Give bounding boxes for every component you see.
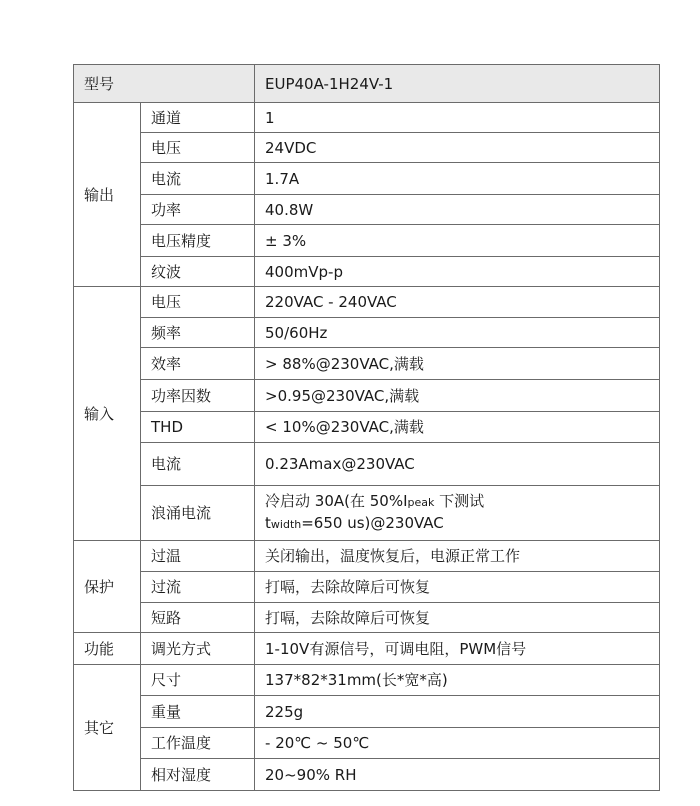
value-cell: 1-10V有源信号，可调电阻，PWM信号 [255,633,660,665]
param-cell: THD [141,412,255,443]
param-cell: 电流 [141,163,255,195]
value-cell: 关闭输出，温度恢复后，电源正常工作 [255,541,660,572]
param-cell: 频率 [141,318,255,348]
table-row [74,163,660,195]
table-row [74,572,660,603]
value-cell: - 20℃ ~ 50℃ [255,728,660,759]
param-cell: 纹波 [141,257,255,287]
section-other-label: 其它 [74,665,141,791]
table-row [74,103,660,133]
value-cell: 打嗝，去除故障后可恢复 [255,572,660,603]
value-cell: 225g [255,696,660,728]
table-row [74,133,660,163]
table-row [74,759,660,791]
spec-table [73,64,660,791]
param-cell: 电压 [141,287,255,318]
table-row [74,486,660,541]
table-row [74,195,660,225]
table-row [74,380,660,412]
value-cell: > 88%@230VAC,满载 [255,348,660,380]
param-cell: 效率 [141,348,255,380]
value-cell: 137*82*31mm(长*宽*高) [255,665,660,696]
param-cell: 工作温度 [141,728,255,759]
value-cell: 1.7A [255,163,660,195]
value-cell: 打嗝，去除故障后可恢复 [255,603,660,633]
model-value: EUP40A-1H24V-1 [255,65,660,103]
table-row [74,348,660,380]
table-row [74,318,660,348]
table-row [74,287,660,318]
param-cell: 电压 [141,133,255,163]
model-label: 型号 [74,65,255,103]
param-cell: 电流 [141,443,255,486]
value-cell: < 10%@230VAC,满载 [255,412,660,443]
value-cell: >0.95@230VAC,满载 [255,380,660,412]
section-protection-label: 保护 [74,541,141,633]
section-input-label: 输入 [74,287,141,541]
table-row [74,541,660,572]
value-cell: 20~90% RH [255,759,660,791]
table-row [74,665,660,696]
table-row [74,443,660,486]
table-row [74,696,660,728]
value-cell: 40.8W [255,195,660,225]
value-cell: 0.23Amax@230VAC [255,443,660,486]
value-cell: 50/60Hz [255,318,660,348]
param-cell: 过温 [141,541,255,572]
table-row [74,257,660,287]
value-cell: 1 [255,103,660,133]
param-cell: 电压精度 [141,225,255,257]
value-cell: 400mVp-p [255,257,660,287]
model-row [74,65,660,103]
param-cell: 浪涌电流 [141,486,255,541]
value-cell: 24VDC [255,133,660,163]
inrush-line-1: 冷启动 30A(在 50%Ipeak 下测试 [265,492,485,510]
table-row [74,225,660,257]
section-output-label: 输出 [74,103,141,287]
param-cell: 调光方式 [141,633,255,665]
param-cell: 功率因数 [141,380,255,412]
table-row [74,603,660,633]
param-cell: 过流 [141,572,255,603]
table-row [74,633,660,665]
param-cell: 通道 [141,103,255,133]
table-row [74,728,660,759]
value-cell: 220VAC - 240VAC [255,287,660,318]
value-cell: ± 3% [255,225,660,257]
table-row [74,412,660,443]
param-cell: 相对湿度 [141,759,255,791]
param-cell: 尺寸 [141,665,255,696]
value-cell-inrush [255,486,660,541]
section-function-label: 功能 [74,633,141,665]
param-cell: 短路 [141,603,255,633]
inrush-line-2: twidth=650 us)@230VAC [265,514,444,532]
param-cell: 重量 [141,696,255,728]
param-cell: 功率 [141,195,255,225]
